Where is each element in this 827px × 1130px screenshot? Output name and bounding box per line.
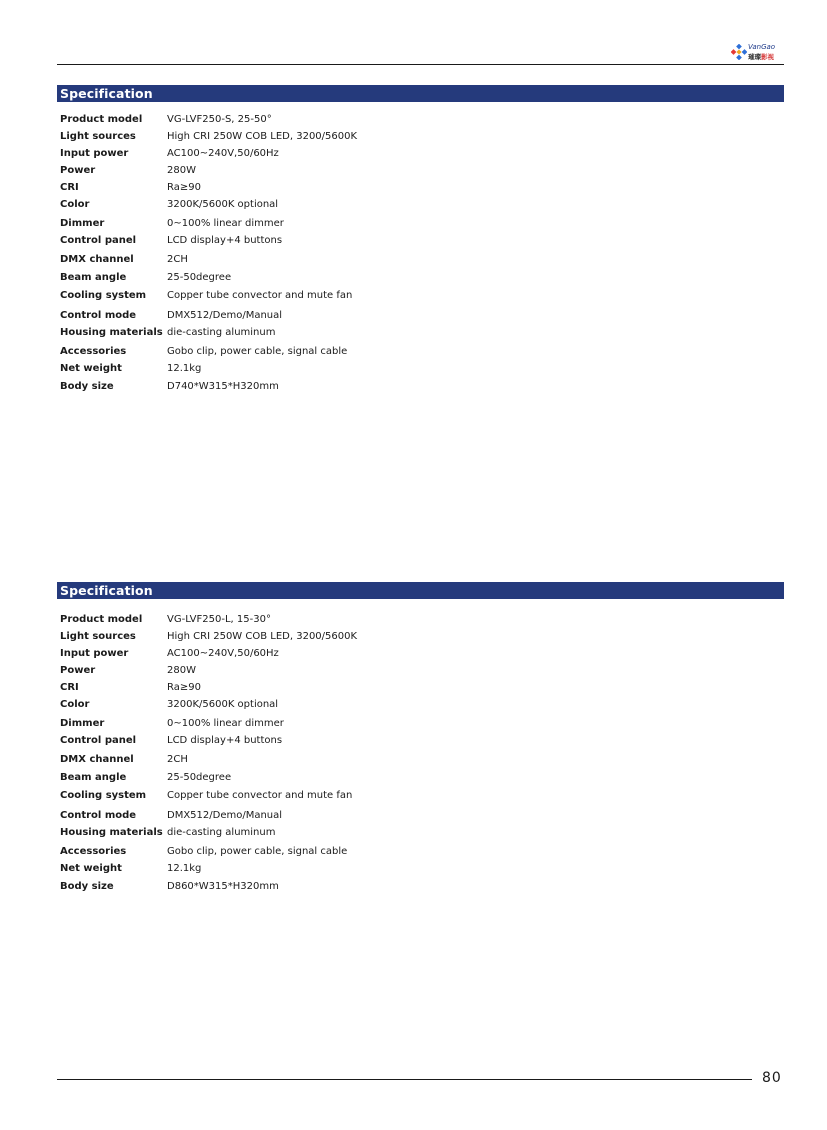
header-rule [57, 64, 784, 65]
spec-label: CRI [60, 682, 79, 693]
spec-value: Copper tube convector and mute fan [167, 290, 353, 301]
spec-row [57, 131, 784, 145]
spec-value: 25-50degree [167, 772, 232, 783]
spec-value: 0~100% linear dimmer [167, 218, 284, 229]
spec-value: Gobo clip, power cable, signal cable [167, 846, 348, 857]
spec-label: Power [60, 665, 96, 676]
spec-label: Body size [60, 881, 114, 892]
spec-label: Beam angle [60, 272, 127, 283]
spec-label: Light sources [60, 131, 136, 142]
spec-value: 0~100% linear dimmer [167, 718, 284, 729]
spec-label: Control mode [60, 310, 137, 321]
spec-value: D860*W315*H320mm [167, 881, 279, 892]
spec-row [57, 754, 784, 768]
spec-row [57, 272, 784, 286]
spec-label: Dimmer [60, 218, 105, 229]
spec-value: VG-LVF250-S, 25-50° [167, 114, 272, 125]
brand-logo [731, 42, 785, 62]
spec-row [57, 846, 784, 860]
spec-label: Color [60, 199, 90, 210]
spec-row [57, 735, 784, 749]
spec-value: 25-50degree [167, 272, 232, 283]
spec-label: Product model [60, 114, 143, 125]
page-number: 80 [762, 1070, 782, 1086]
spec-row [57, 363, 784, 377]
spec-value: 280W [167, 165, 196, 176]
spec-row [57, 648, 784, 662]
spec-label: Accessories [60, 346, 127, 357]
spec-row [57, 114, 784, 128]
spec-label: Control mode [60, 810, 137, 821]
spec-label: Product model [60, 614, 143, 625]
spec-value: 280W [167, 665, 196, 676]
spec-label: DMX channel [60, 254, 134, 265]
spec-value: VG-LVF250-L, 15-30° [167, 614, 271, 625]
logo-cn-part-b: 影视 [761, 53, 774, 61]
spec-row [57, 165, 784, 179]
spec-section-1 [57, 85, 784, 392]
spec-label: Housing materials [60, 327, 163, 338]
spec-label: Power [60, 165, 96, 176]
spec-label: Net weight [60, 863, 122, 874]
spec-label: Cooling system [60, 290, 147, 301]
spec-label: Input power [60, 148, 129, 159]
spec-row [57, 772, 784, 786]
spec-label: Housing materials [60, 827, 163, 838]
spec-value: D740*W315*H320mm [167, 381, 279, 392]
spec-value: 2CH [167, 254, 188, 265]
spec-value: DMX512/Demo/Manual [167, 810, 283, 821]
spec-value: 12.1kg [167, 363, 202, 374]
spec-value: die-casting aluminum [167, 827, 276, 838]
footer-rule [57, 1079, 752, 1080]
spec-value: 12.1kg [167, 863, 202, 874]
spec-value: High CRI 250W COB LED, 3200/5600K [167, 131, 358, 142]
spec-value: die-casting aluminum [167, 327, 276, 338]
logo-brand-text: VanGao [748, 43, 776, 51]
spec-value: 2CH [167, 754, 188, 765]
spec-value: AC100~240V,50/60Hz [167, 648, 279, 659]
spec-row [57, 327, 784, 341]
spec-row [57, 682, 784, 696]
spec-row [57, 665, 784, 679]
spec-row [57, 614, 784, 628]
spec-row [57, 182, 784, 196]
spec-section-2 [57, 582, 784, 892]
spec-row [57, 699, 784, 713]
spec-row [57, 346, 784, 360]
spec-row [57, 235, 784, 249]
spec-row [57, 381, 784, 395]
spec-label: Dimmer [60, 718, 105, 729]
spec-label: Body size [60, 381, 114, 392]
spec-label: DMX channel [60, 754, 134, 765]
spec-row [57, 718, 784, 732]
spec-label: Control panel [60, 235, 137, 246]
spec-value: AC100~240V,50/60Hz [167, 148, 279, 159]
spec-value: Ra≥90 [167, 182, 201, 193]
spec-row [57, 790, 784, 804]
spec-label: Control panel [60, 735, 137, 746]
logo-diamond-icon [731, 44, 747, 60]
section-title: Specification [57, 582, 784, 599]
spec-value: 3200K/5600K optional [167, 699, 279, 710]
spec-value: DMX512/Demo/Manual [167, 310, 283, 321]
spec-label: Color [60, 699, 90, 710]
spec-row [57, 310, 784, 324]
spec-label: CRI [60, 182, 79, 193]
spec-label: Net weight [60, 363, 122, 374]
spec-value: High CRI 250W COB LED, 3200/5600K [167, 631, 358, 642]
spec-label: Light sources [60, 631, 136, 642]
section-title: Specification [57, 85, 784, 102]
spec-label: Accessories [60, 846, 127, 857]
spec-value: Copper tube convector and mute fan [167, 790, 353, 801]
spec-value: LCD display+4 buttons [167, 735, 283, 746]
spec-value: Ra≥90 [167, 682, 201, 693]
spec-row [57, 881, 784, 895]
spec-value: Gobo clip, power cable, signal cable [167, 346, 348, 357]
spec-row [57, 631, 784, 645]
spec-value: LCD display+4 buttons [167, 235, 283, 246]
spec-row [57, 827, 784, 841]
spec-row [57, 290, 784, 304]
spec-label: Input power [60, 648, 129, 659]
spec-row [57, 254, 784, 268]
logo-cn-text [748, 52, 774, 61]
spec-row [57, 863, 784, 877]
spec-label: Beam angle [60, 772, 127, 783]
spec-row [57, 148, 784, 162]
spec-row [57, 218, 784, 232]
spec-row [57, 810, 784, 824]
spec-label: Cooling system [60, 790, 147, 801]
logo-cn-part-a: 璀璨 [748, 53, 761, 61]
spec-row [57, 199, 784, 213]
spec-value: 3200K/5600K optional [167, 199, 279, 210]
